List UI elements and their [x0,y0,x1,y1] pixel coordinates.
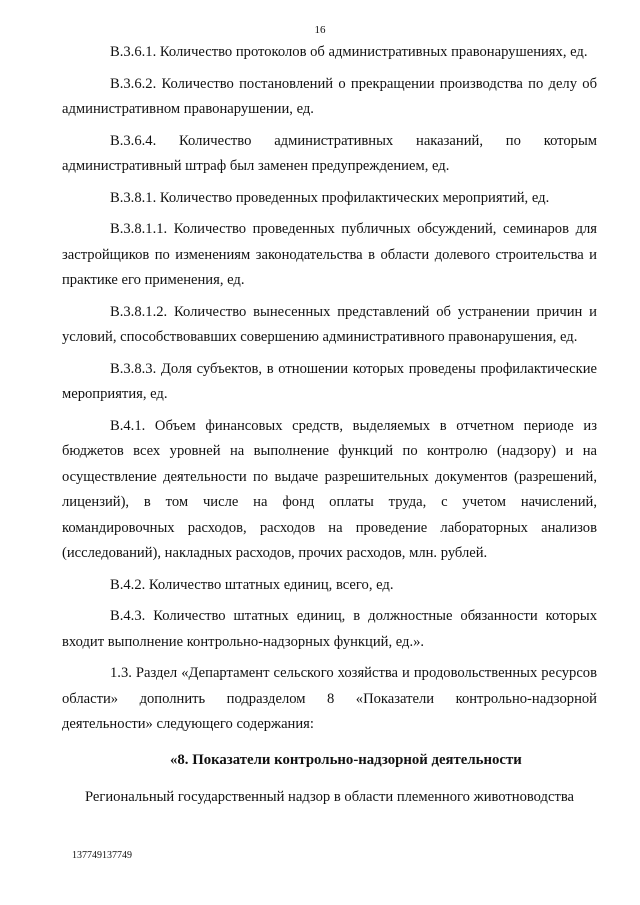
document-code: 137749137749 [72,850,132,861]
page-number: 16 [314,24,326,36]
document-body [62,40,597,807]
paragraph: В.3.8.3. Доля субъектов, в отношении которых проведены профилактические мероприятия, ед. [62,360,597,402]
paragraph: В.4.3. Количество штатных единиц, в должностные обязанности которых входит выполнение контрольно-надзорных функций, ед.». [62,608,597,650]
paragraph: В.3.6.1. Количество протоколов об административных правонарушениях, ед. [110,44,588,60]
paragraph: В.4.2. Количество штатных единиц, всего, ед. [110,576,394,593]
paragraph: В.4.1. Объем финансовых средств, выделяемых в отчетном периоде из бюджетов всех уровней на выполнение функций по контролю (надзору) и на осуществление деятельности по выдаче разрешительных документов (разрешений, лицензий), в том числе на фонд оплаты труда, с учетом начислений, командировочных расходов, расходов на проведение лабораторных анализов (исследований), накладных расходов, прочих расходов, млн. рублей. [62,417,597,561]
paragraph: В.3.6.2. Количество постановлений о прекращении производства по делу об административном правонарушении, ед. [62,75,597,117]
paragraph: В.3.8.1.2. Количество вынесенных представлений об устранении причин и условий, способствовавших совершению административного правонарушения, ед. [62,303,597,345]
paragraph: В.3.8.1.1. Количество проведенных публичных обсуждений, семинаров для застройщиков по изменениям законодательства в области долевого строительства и практике его применения, ед. [62,221,597,288]
paragraph: В.3.6.4. Количество административных наказаний, по которым административный штраф был заменен предупреждением, ед. [62,132,597,174]
paragraph: В.3.8.1. Количество проведенных профилактических мероприятий, ед. [110,189,550,206]
subsection-title: Региональный государственный надзор в области племенного животноводства [84,789,575,805]
section-heading: «8. Показатели контрольно-надзорной деятельности [170,751,522,768]
paragraph: 1.3. Раздел «Департамент сельского хозяйства и продовольственных ресурсов области» дополнить подразделом 8 «Показатели контрольно-надзорной деятельности» следующего содержания: [62,665,597,732]
